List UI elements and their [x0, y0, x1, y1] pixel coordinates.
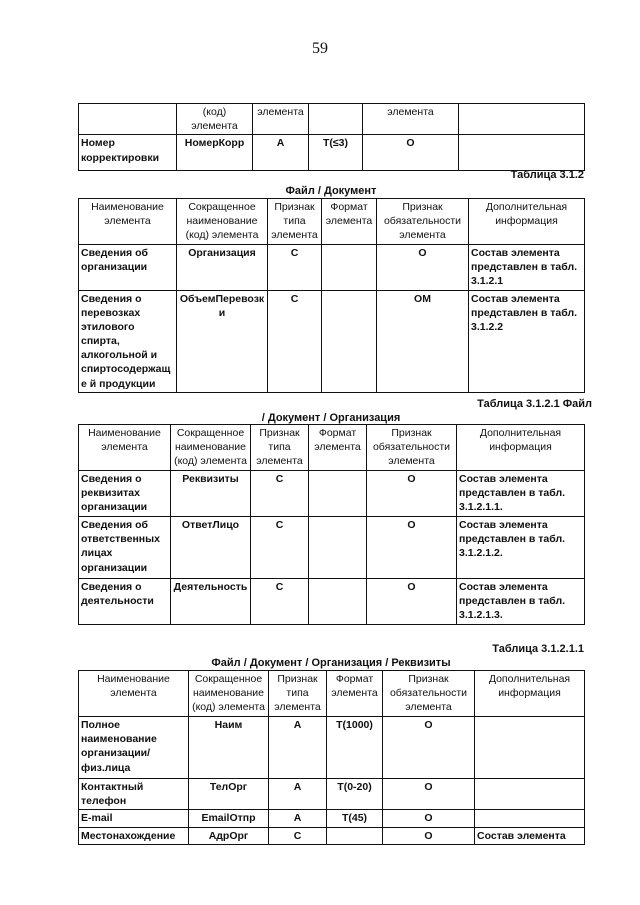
table-cell: О: [367, 579, 457, 625]
table-cell: Т(1000): [327, 717, 383, 779]
table-cell: Деятельность: [171, 579, 251, 625]
table-cell: Сведения об ответственных лицах организации: [79, 517, 171, 579]
table-cell: Т(≤3): [309, 135, 363, 171]
table-cell: ОМ: [377, 290, 469, 392]
table-3-1-2-1-1: [78, 670, 585, 845]
table-row: [79, 810, 585, 827]
column-header: Наименование элемента: [79, 671, 189, 717]
table-cell: О: [367, 517, 457, 579]
column-header: Признак типа элемента: [251, 425, 309, 471]
column-header: Наименование элемента: [79, 425, 171, 471]
table-cell: А: [269, 717, 327, 779]
table-subtitle: Файл / Документ: [285, 185, 377, 197]
column-header: Признак обязательности элемента: [377, 199, 469, 245]
column-header: Сокращенное наименование (код) элемента: [171, 425, 251, 471]
table-cell: Т(45): [327, 810, 383, 827]
table-cell: Состав элемента представлен в табл. 3.1.2.1: [469, 244, 585, 290]
column-header: Формат элемента: [322, 199, 377, 245]
table-cell: С: [251, 471, 309, 517]
table-cell: О: [363, 135, 459, 171]
table-cell: С: [269, 827, 327, 844]
table-header-row: [79, 671, 585, 717]
table-cell: (код) элемента: [177, 104, 253, 135]
table-cell: НомерКорр: [177, 135, 253, 171]
column-header: Признак обязательности элемента: [367, 425, 457, 471]
table-cell: E-mail: [79, 810, 189, 827]
table-cell: [459, 104, 585, 135]
table-cell: Полное наименование организации/ физ.лица: [79, 717, 189, 779]
table-row: [79, 104, 585, 135]
table-cell: Организация: [177, 244, 268, 290]
table-cell: А: [253, 135, 309, 171]
table-cell: ТелОрг: [189, 779, 269, 810]
table-row: [79, 827, 585, 844]
table-cell: Реквизиты: [171, 471, 251, 517]
table-row: [79, 517, 585, 579]
page-number: 59: [312, 40, 328, 57]
table-row: [79, 471, 585, 517]
table-cell: [475, 779, 585, 810]
table-row: [79, 135, 585, 171]
column-header: Сокращенное наименование (код) элемента: [177, 199, 268, 245]
column-header: Признак типа элемента: [268, 199, 322, 245]
table-cell: Состав элемента представлен в табл. 3.1.2.1.1.: [457, 471, 585, 517]
table-cell: О: [383, 810, 475, 827]
column-header: Дополнительная информация: [457, 425, 585, 471]
table-header-row: [79, 199, 585, 245]
table-subtitle: Файл / Документ / Организация / Реквизиты: [211, 657, 451, 669]
table-cell: ОтветЛицо: [171, 517, 251, 579]
table-cell: С: [251, 579, 309, 625]
table-cell: [79, 104, 177, 135]
table-cell: О: [383, 779, 475, 810]
table-cell: С: [268, 244, 322, 290]
table-cell: АдрОрг: [189, 827, 269, 844]
column-header: Сокращенное наименование (код) элемента: [189, 671, 269, 717]
table-cell: О: [383, 717, 475, 779]
table-row: [79, 717, 585, 779]
table-cell: ОбъемПеревозк и: [177, 290, 268, 392]
table-cell: [327, 827, 383, 844]
table-cell: [459, 135, 585, 171]
table-row: [79, 779, 585, 810]
table-cell: Состав элемента представлен в табл. 3.1.2.1.3.: [457, 579, 585, 625]
table-cell: [322, 244, 377, 290]
table-cell: О: [377, 244, 469, 290]
table-cell: Номер корректировки: [79, 135, 177, 171]
table-3-1-2-1: [78, 424, 585, 625]
table-cell: элемента: [253, 104, 309, 135]
table-cell: Сведения о реквизитах организации: [79, 471, 171, 517]
table-cell: Сведения об организации: [79, 244, 177, 290]
table-cell: О: [383, 827, 475, 844]
table-cell: А: [269, 779, 327, 810]
table-caption: Таблица 3.1.2: [510, 169, 584, 181]
column-header: Дополнительная информация: [469, 199, 585, 245]
column-header: Признак обязательности элемента: [383, 671, 475, 717]
table-cell: элемента: [363, 104, 459, 135]
column-header: Формат элемента: [327, 671, 383, 717]
table-3-1-2: [78, 198, 585, 393]
table-cell: С: [251, 517, 309, 579]
table-row: [79, 290, 585, 392]
table-cell: Состав элемента представлен в табл. 3.1.2.1.2.: [457, 517, 585, 579]
table-cell: [309, 517, 367, 579]
table-cell: EmailОтпр: [189, 810, 269, 827]
table-cell: Контактный телефон: [79, 779, 189, 810]
table-cell: [322, 290, 377, 392]
column-header: Наименование элемента: [79, 199, 177, 245]
column-header: Признак типа элемента: [269, 671, 327, 717]
table-cell: Состав элемента: [475, 827, 585, 844]
table-cell: Местонахождение: [79, 827, 189, 844]
table-cell: Сведения о деятельности: [79, 579, 171, 625]
table-cell: [475, 717, 585, 779]
table-header-row: [79, 425, 585, 471]
table-caption: Таблица 3.1.2.1 Файл: [477, 398, 592, 410]
table-cell: О: [367, 471, 457, 517]
column-header: Формат элемента: [309, 425, 367, 471]
continuation-table: [78, 103, 585, 171]
table-cell: [309, 104, 363, 135]
table-row: [79, 244, 585, 290]
column-header: Дополнительная информация: [475, 671, 585, 717]
table-cell: Сведения о перевозках этилового спирта, алкогольной и спиртосодержаще й продукции: [79, 290, 177, 392]
table-cell: Состав элемента представлен в табл. 3.1.2.2: [469, 290, 585, 392]
table-row: [79, 579, 585, 625]
table-cell: Наим: [189, 717, 269, 779]
table-cell: С: [268, 290, 322, 392]
table-cell: [309, 579, 367, 625]
table-cell: Т(0-20): [327, 779, 383, 810]
table-subtitle: / Документ / Организация: [261, 412, 401, 424]
table-caption: Таблица 3.1.2.1.1: [492, 643, 584, 655]
table-cell: [475, 810, 585, 827]
table-cell: [309, 471, 367, 517]
table-cell: А: [269, 810, 327, 827]
